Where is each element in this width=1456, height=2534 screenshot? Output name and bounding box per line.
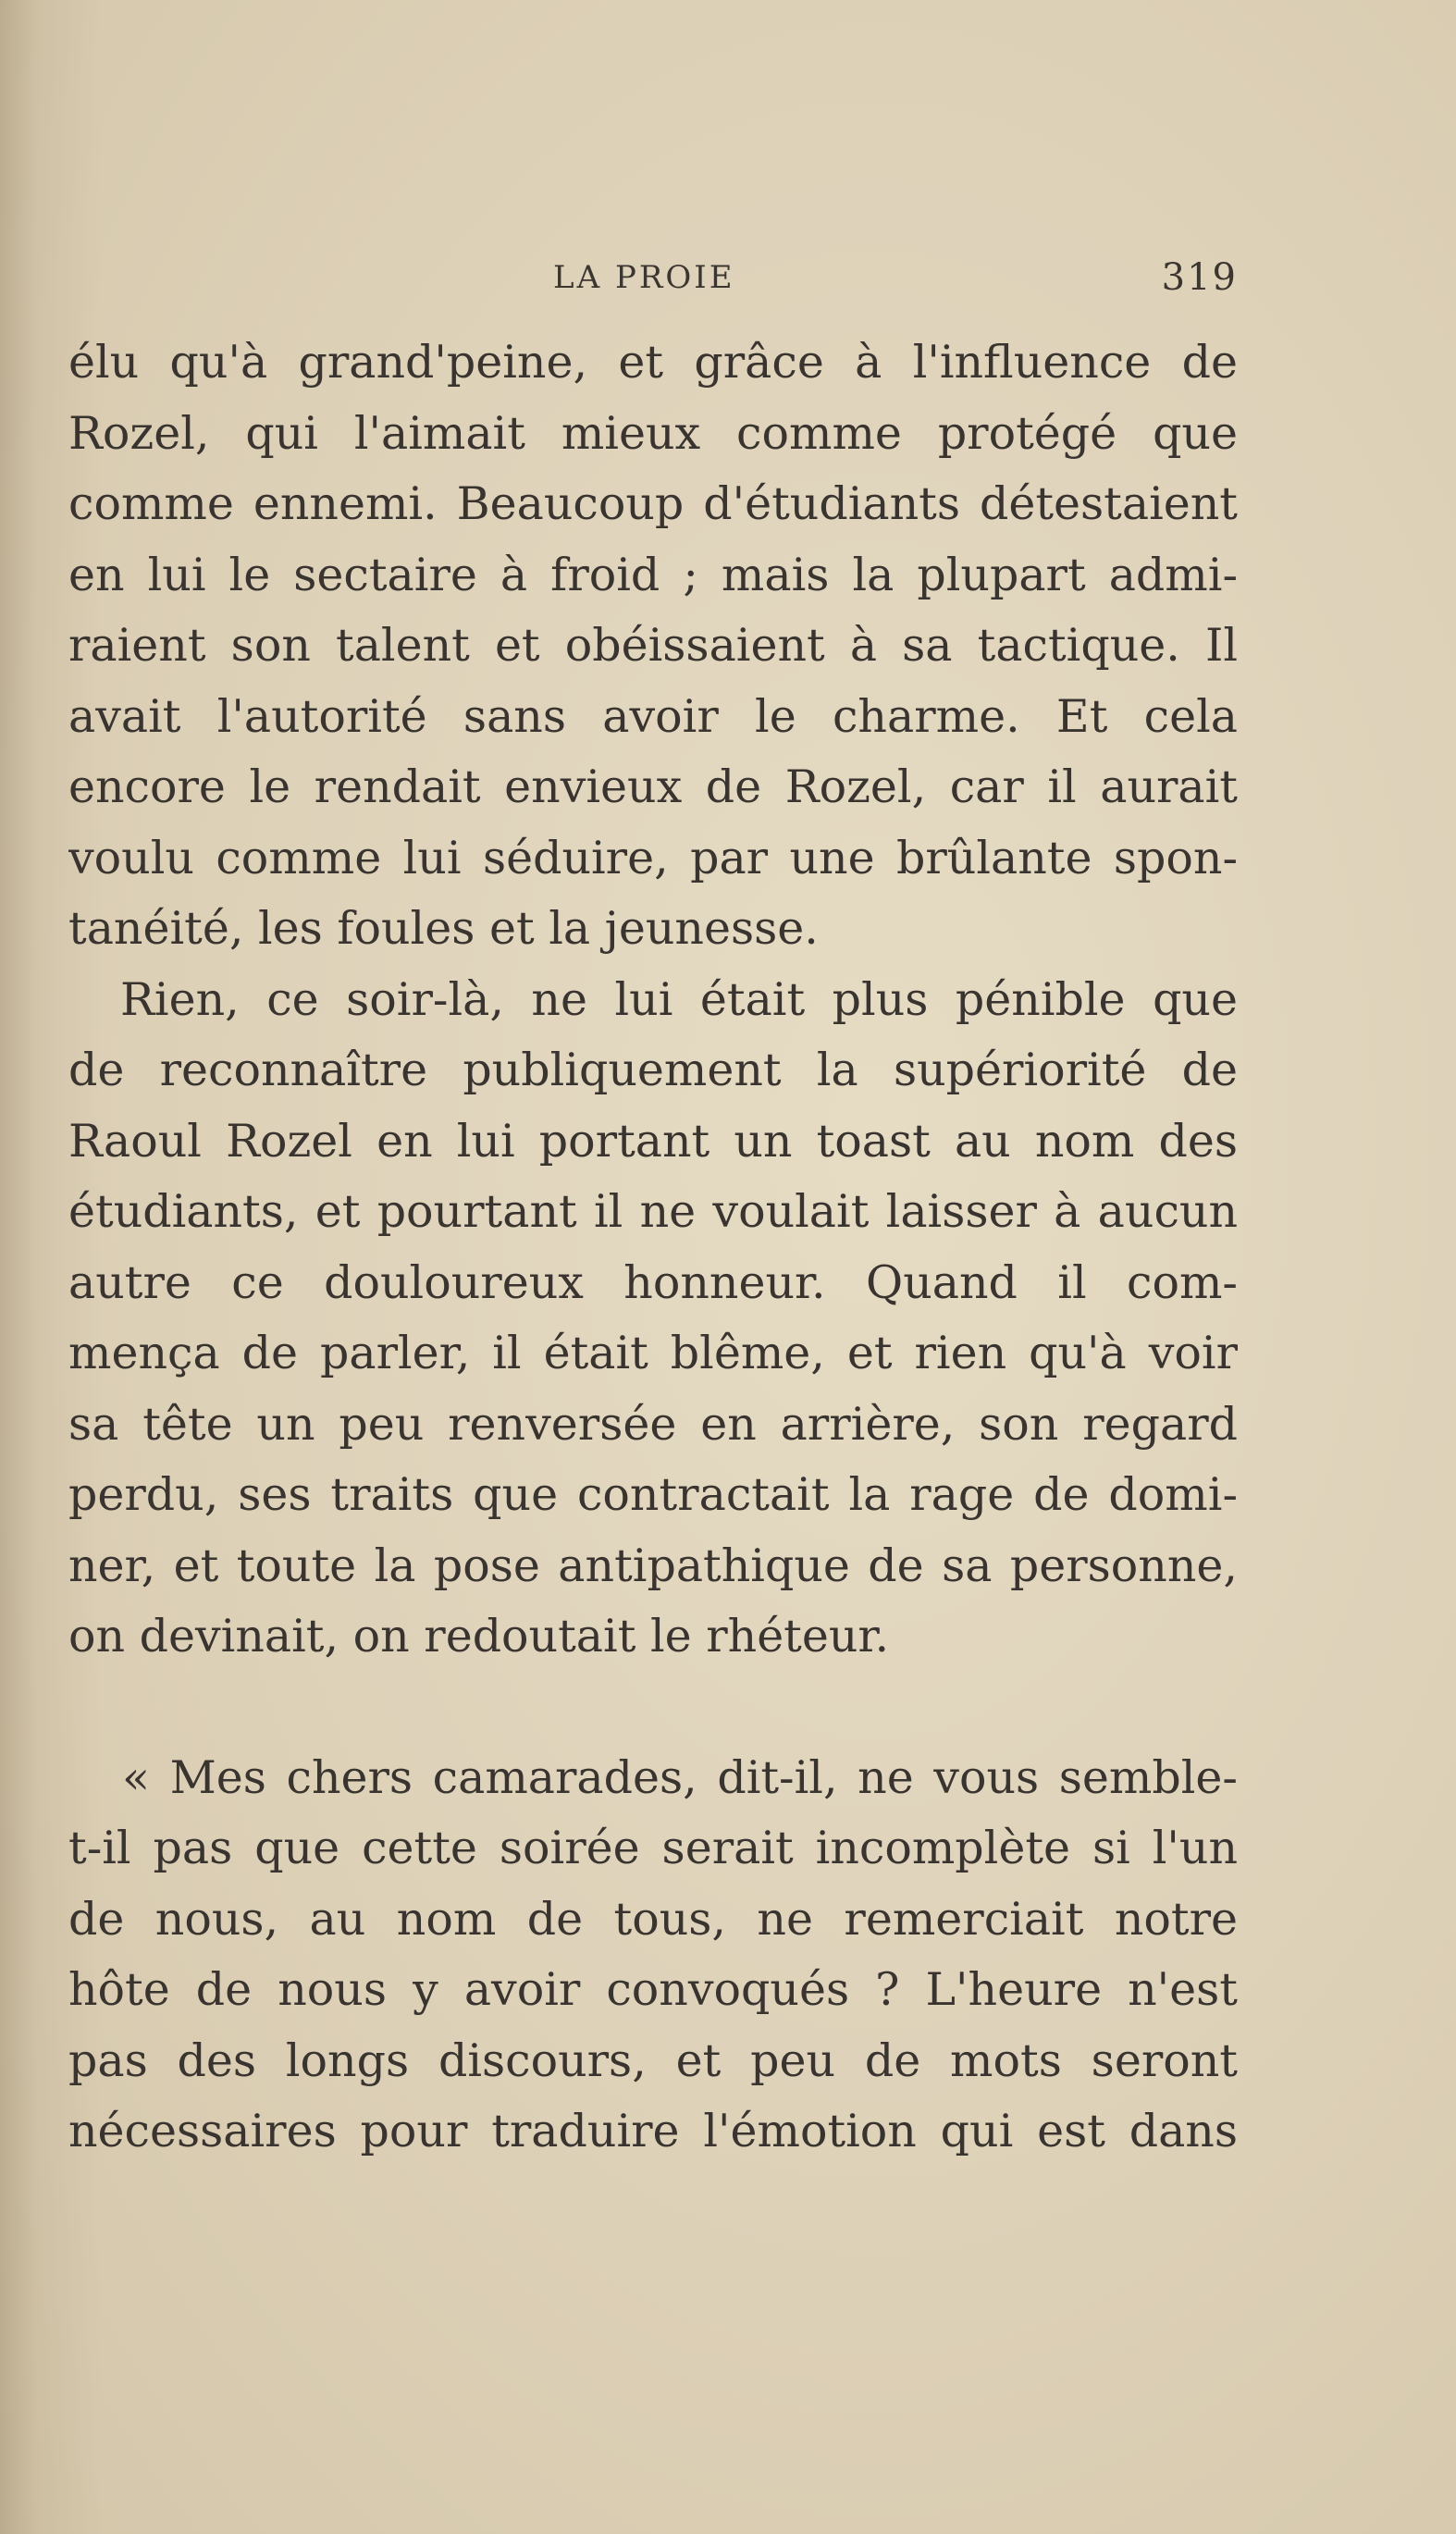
running-title: LA PROIE [553,259,735,296]
section-gap [68,1673,1238,1743]
text-line: Raoul Rozel en lui portant un toast au nom des [68,1114,1238,1168]
text-line: t-il pas que cette soirée serait incomplète si l'un [68,1822,1238,1874]
text-line: perdu, ses traits que contractait la rage de domi- [68,1468,1238,1521]
text-line: on devinait, on redoutait le rhéteur. [68,1610,890,1663]
text-line: Rozel, qui l'aimait mieux comme protégé que [68,406,1238,460]
text-line: étudiants, et pourtant il ne voulait laisser à aucun [68,1185,1238,1238]
text-line: Rien, ce soir-là, ne lui était plus pénible que [120,972,1238,1026]
text-line: tanéité, les foules et la jeunesse. [68,902,819,955]
text-line: nécessaires pour traduire l'émotion qui est dans [68,2105,1238,2157]
paragraph-2 [68,965,1238,1673]
text-line: autre ce douloureux honneur. Quand il com- [68,1255,1238,1309]
text-line: voulu comme lui séduire, par une brûlante spon- [68,831,1238,884]
text-line: sa tête un peu renversée en arrière, son regard [68,1397,1238,1451]
text-line: hôte de nous y avoir convoqués ? L'heure n'est [68,1963,1238,2016]
paragraph-1 [68,328,1238,965]
page-number: 319 [1161,256,1238,299]
page-header [68,250,1238,305]
paragraph-3 [68,1743,1238,2168]
text-line: raient son talent et obéissaient à sa tactique. Il [68,619,1238,672]
text-line: élu qu'à grand'peine, et grâce à l'influence de [68,336,1238,389]
body-text [68,328,1238,2168]
text-line: « Mes chers camarades, dit-il, ne vous semble- [122,1750,1238,1804]
text-line: encore le rendait envieux de Rozel, car il aurait [68,760,1238,813]
text-line: de nous, au nom de tous, ne remerciait notre [68,1892,1238,1946]
text-line: pas des longs discours, et peu de mots seront [68,2033,1238,2087]
text-line: comme ennemi. Beaucoup d'étudiants détestaient [68,477,1238,530]
text-line: mença de parler, il était blême, et rien qu'à voir [68,1327,1238,1379]
text-line: de reconnaître publiquement la supériorité de [68,1044,1238,1096]
text-line: ner, et toute la pose antipathique de sa personne, [68,1539,1238,1592]
text-line: avait l'autorité sans avoir le charme. Et cela [68,689,1238,743]
text-line: en lui le sectaire à froid ; mais la plupart admi- [68,548,1238,601]
